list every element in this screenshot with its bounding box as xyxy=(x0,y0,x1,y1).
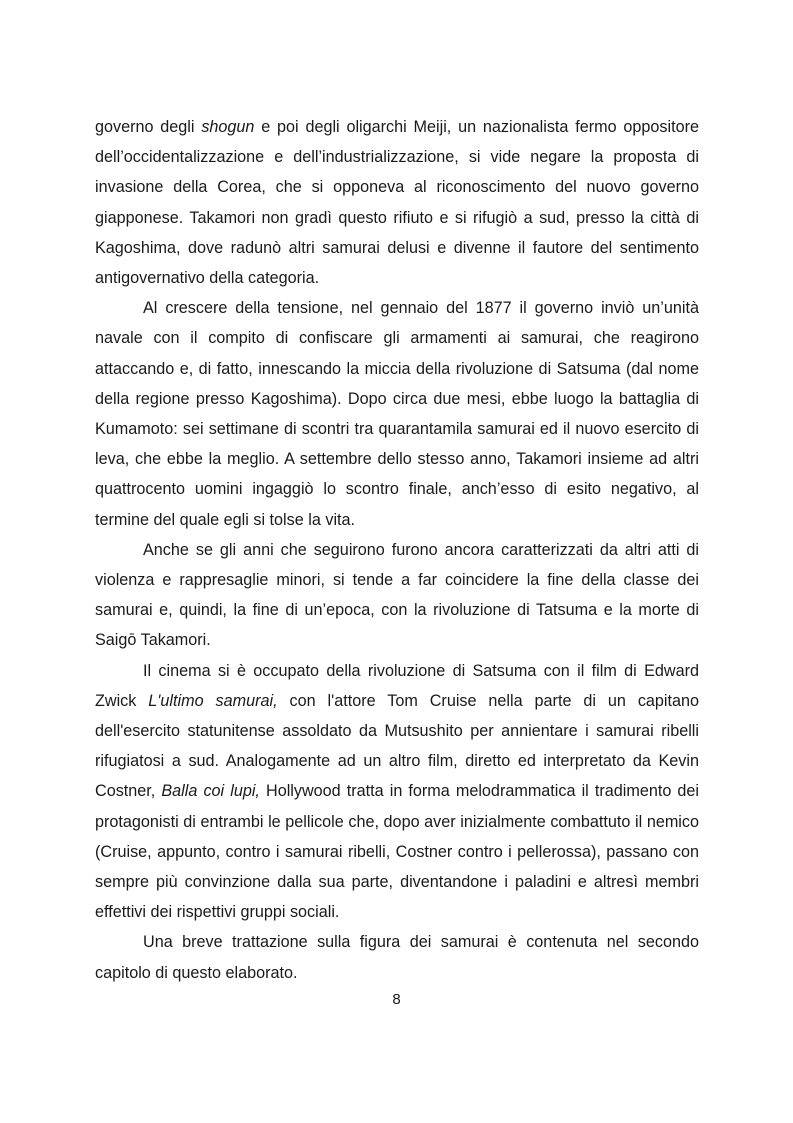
text-segment: Al crescere della tensione, nel gennaio del 1877 il governo inviò un’unità navale con il compito di confiscare gli armamenti ai samurai, che reagirono attaccando e, di fatto, innescando la miccia della rivoluzione di Satsuma (dal nome della regione presso Kagoshima). Dopo circa due mesi, ebbe luogo la battaglia di Kumamoto: sei settimane di scontri tra quarantamila samurai ed il nuovo esercito di leva, che ebbe la meglio. A settembre dello stesso anno, Takamori insieme ad altri quattrocento uomini ingaggiò lo scontro finale, anch’esso di esito negativo, al termine del quale egli si tolse la vita. xyxy=(95,299,699,529)
text-segment: Anche se gli anni che seguirono furono ancora caratterizzati da altri atti di violenza e rappresaglie minori, si tende a far coincidere la fine della classe dei samurai e, quindi, la fine di un’epoca, con la rivoluzione di Tatsuma e la morte di Saigō Takamori. xyxy=(95,540,699,650)
text-segment: Una breve trattazione sulla figura dei samurai è contenuta nel secondo capitolo di questo elaborato. xyxy=(95,933,699,982)
paragraph-4 xyxy=(95,656,699,928)
paragraph-3 xyxy=(95,535,699,656)
italic-film-title-ultimo-samurai: L'ultimo samurai, xyxy=(148,691,278,710)
paragraph-1 xyxy=(95,112,699,293)
text-segment: Hollywood tratta in forma melodrammatica il tradimento dei protagonisti di entrambi le pellicole che, dopo aver inizialmente combattuto il nemico (Cruise, appunto, contro i samurai ribelli, Costner contro i pellerossa), passano con sempre più convinzione dalla sua parte, diventandone i paladini e altresì membri effettivi dei rispettivi gruppi sociali. xyxy=(95,782,699,922)
paragraph-2 xyxy=(95,293,699,535)
text-segment: governo degli xyxy=(95,118,202,136)
text-body xyxy=(95,112,699,988)
text-segment: con l'attore Tom Cruise nella parte di un capitano dell'esercito statunitense assoldato da Mutsushito per annientare i samurai ribelli rifugiatosi a sud. Analogamente ad un altro film, diretto ed interpretato da Kevin Costner, xyxy=(95,691,700,801)
page-number: 8 xyxy=(392,991,401,1008)
italic-film-title-balla-coi-lupi: Balla coi lupi, xyxy=(161,782,260,801)
text-segment: e poi degli oligarchi Meiji, un nazionalista fermo oppositore dell’occidentalizzazione e dell’industrializzazione, si vide negare la proposta di invasione della Corea, che si opponeva al riconoscimento del nuovo governo giapponese. Takamori non gradì questo rifiuto e si rifugiò a sud, presso la città di Kagoshima, dove radunò altri samurai delusi e divenne il fautore del sentimento antigovernativo della categoria. xyxy=(95,118,699,288)
italic-term-shogun: shogun xyxy=(201,118,255,136)
paragraph-5 xyxy=(95,927,699,987)
text-segment: Il cinema si è occupato della rivoluzione di Satsuma con il film di Edward Zwick xyxy=(95,661,699,710)
